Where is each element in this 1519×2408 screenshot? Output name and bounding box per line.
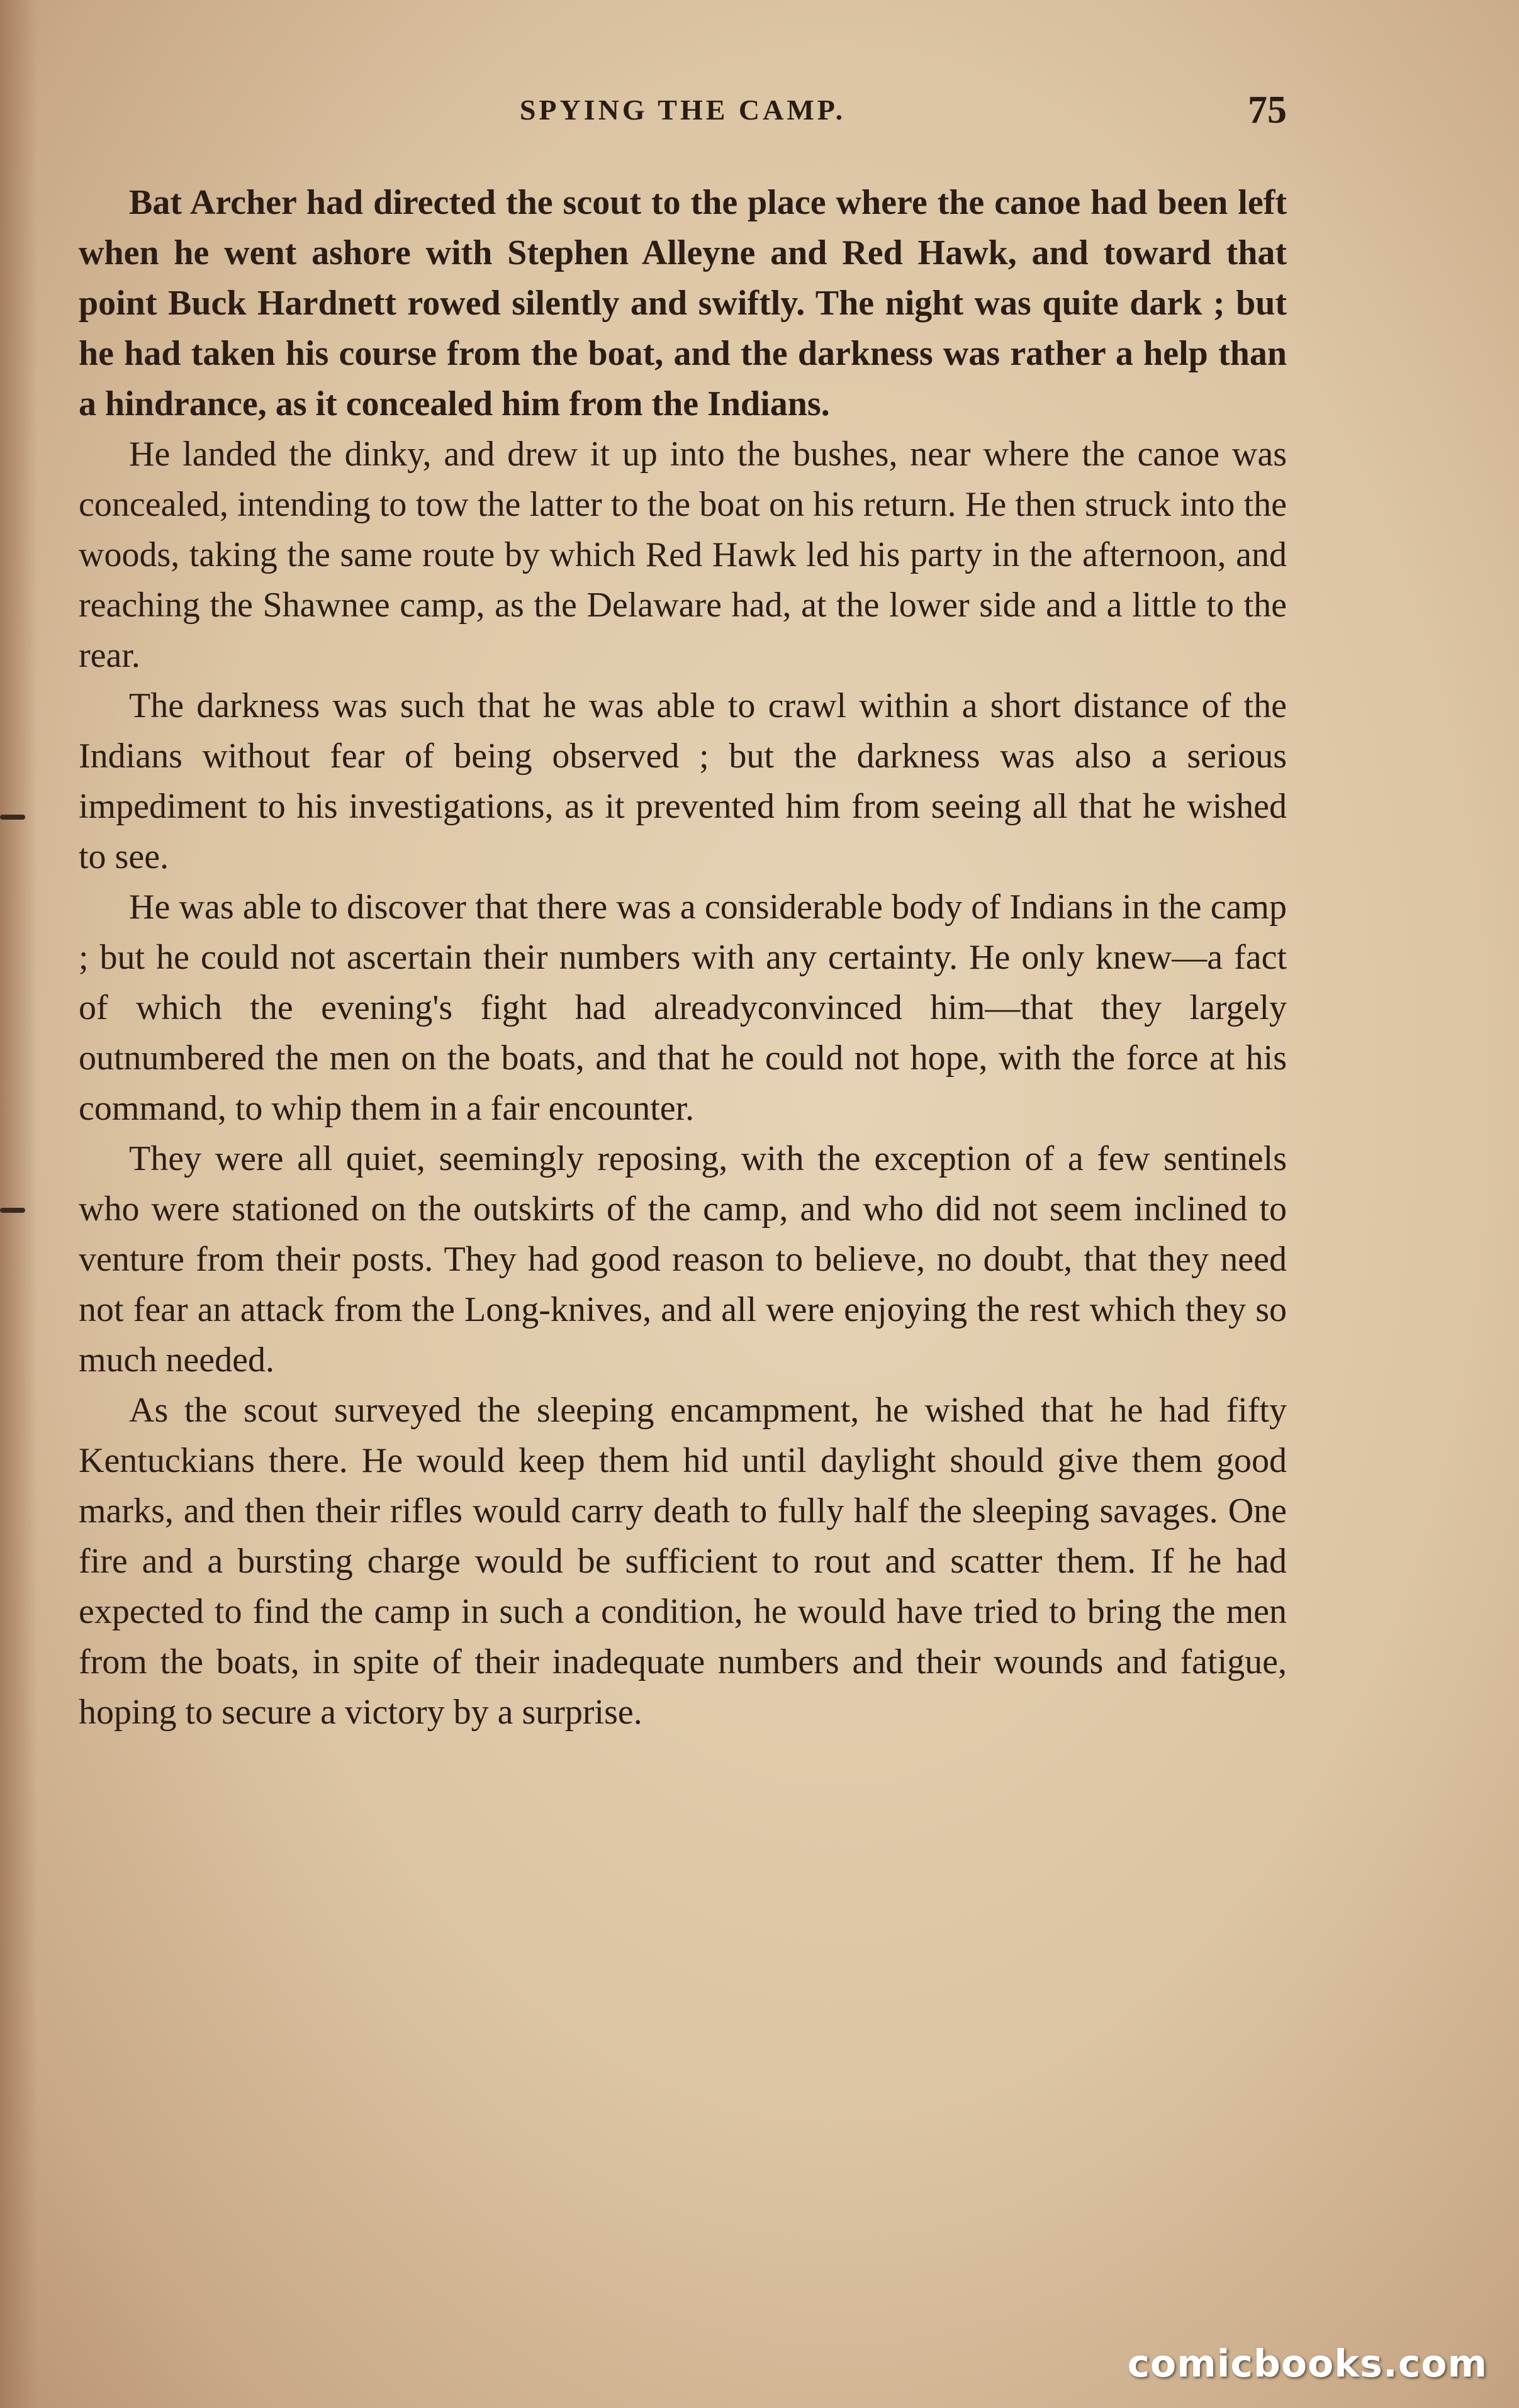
paragraph: The darkness was such that he was able to crawl within a short distance of the Indians without fear of being observed ; but the darkness was also a serious impediment to his investigations, as it prevented him from seeing all that he wished to see. xyxy=(79,686,1287,876)
paragraph: Bat Archer had directed the scout to the place where the canoe had been left when he went ashore with Stephen Alleyne and Red Hawk, and toward that point Buck Hardnett rowed silently and swiftly. The night was quite dark ; but he had taken his course from the boat, and the darkness was rather a help than a hindrance, as it concealed him from the Indians. xyxy=(79,183,1287,423)
margin-mark xyxy=(0,1208,25,1213)
paragraph: He landed the dinky, and drew it up into the bushes, near where the canoe was concealed, intending to tow the latter to the boat on his return. He then struck into the woods, taking the same route by which Red Hawk led his party in the afternoon, and reaching the Shawnee camp, as the Delaware had, at the lower side and a little to the rear. xyxy=(79,435,1287,675)
page-number: 75 xyxy=(1248,89,1287,131)
running-head: SPYING THE CAMP. xyxy=(519,94,846,126)
paragraph: They were all quiet, seemingly reposing, with the exception of a few sentinels who were stationed on the outskirts of the camp, and who did not seem inclined to venture from their posts. They had good reason to believe, no doubt, that they need not fear an attack from the Long-knives, and all were enjoying the rest which they so much needed. xyxy=(79,1139,1287,1380)
watermark: comicbooks.com xyxy=(1127,2342,1488,2386)
margin-mark xyxy=(0,815,25,820)
paragraph: He was able to discover that there was a considerable body of Indians in the camp ; but he could not ascertain their numbers with any certainty. He only knew—a fact of which the evening's fight had alreadyconvinced him—that they largely outnumbered the men on the boats, and that he could not hope, with the force at his command, to whip them in a fair encounter. xyxy=(79,888,1287,1128)
body-text xyxy=(79,177,1287,1737)
page-header xyxy=(79,88,1287,145)
paragraph: As the scout surveyed the sleeping encampment, he wished that he had fifty Kentuckians there. He would keep them hid until daylight should give them good marks, and then their rifles would carry death to fully half the sleeping savages. One fire and a bursting charge would be sufficient to rout and scatter them. If he had expected to find the camp in such a condition, he would have tried to bring the men from the boats, in spite of their inadequate numbers and their wounds and fatigue, hoping to secure a victory by a surprise. xyxy=(79,1391,1287,1732)
page-edge-shadow xyxy=(0,0,38,2408)
